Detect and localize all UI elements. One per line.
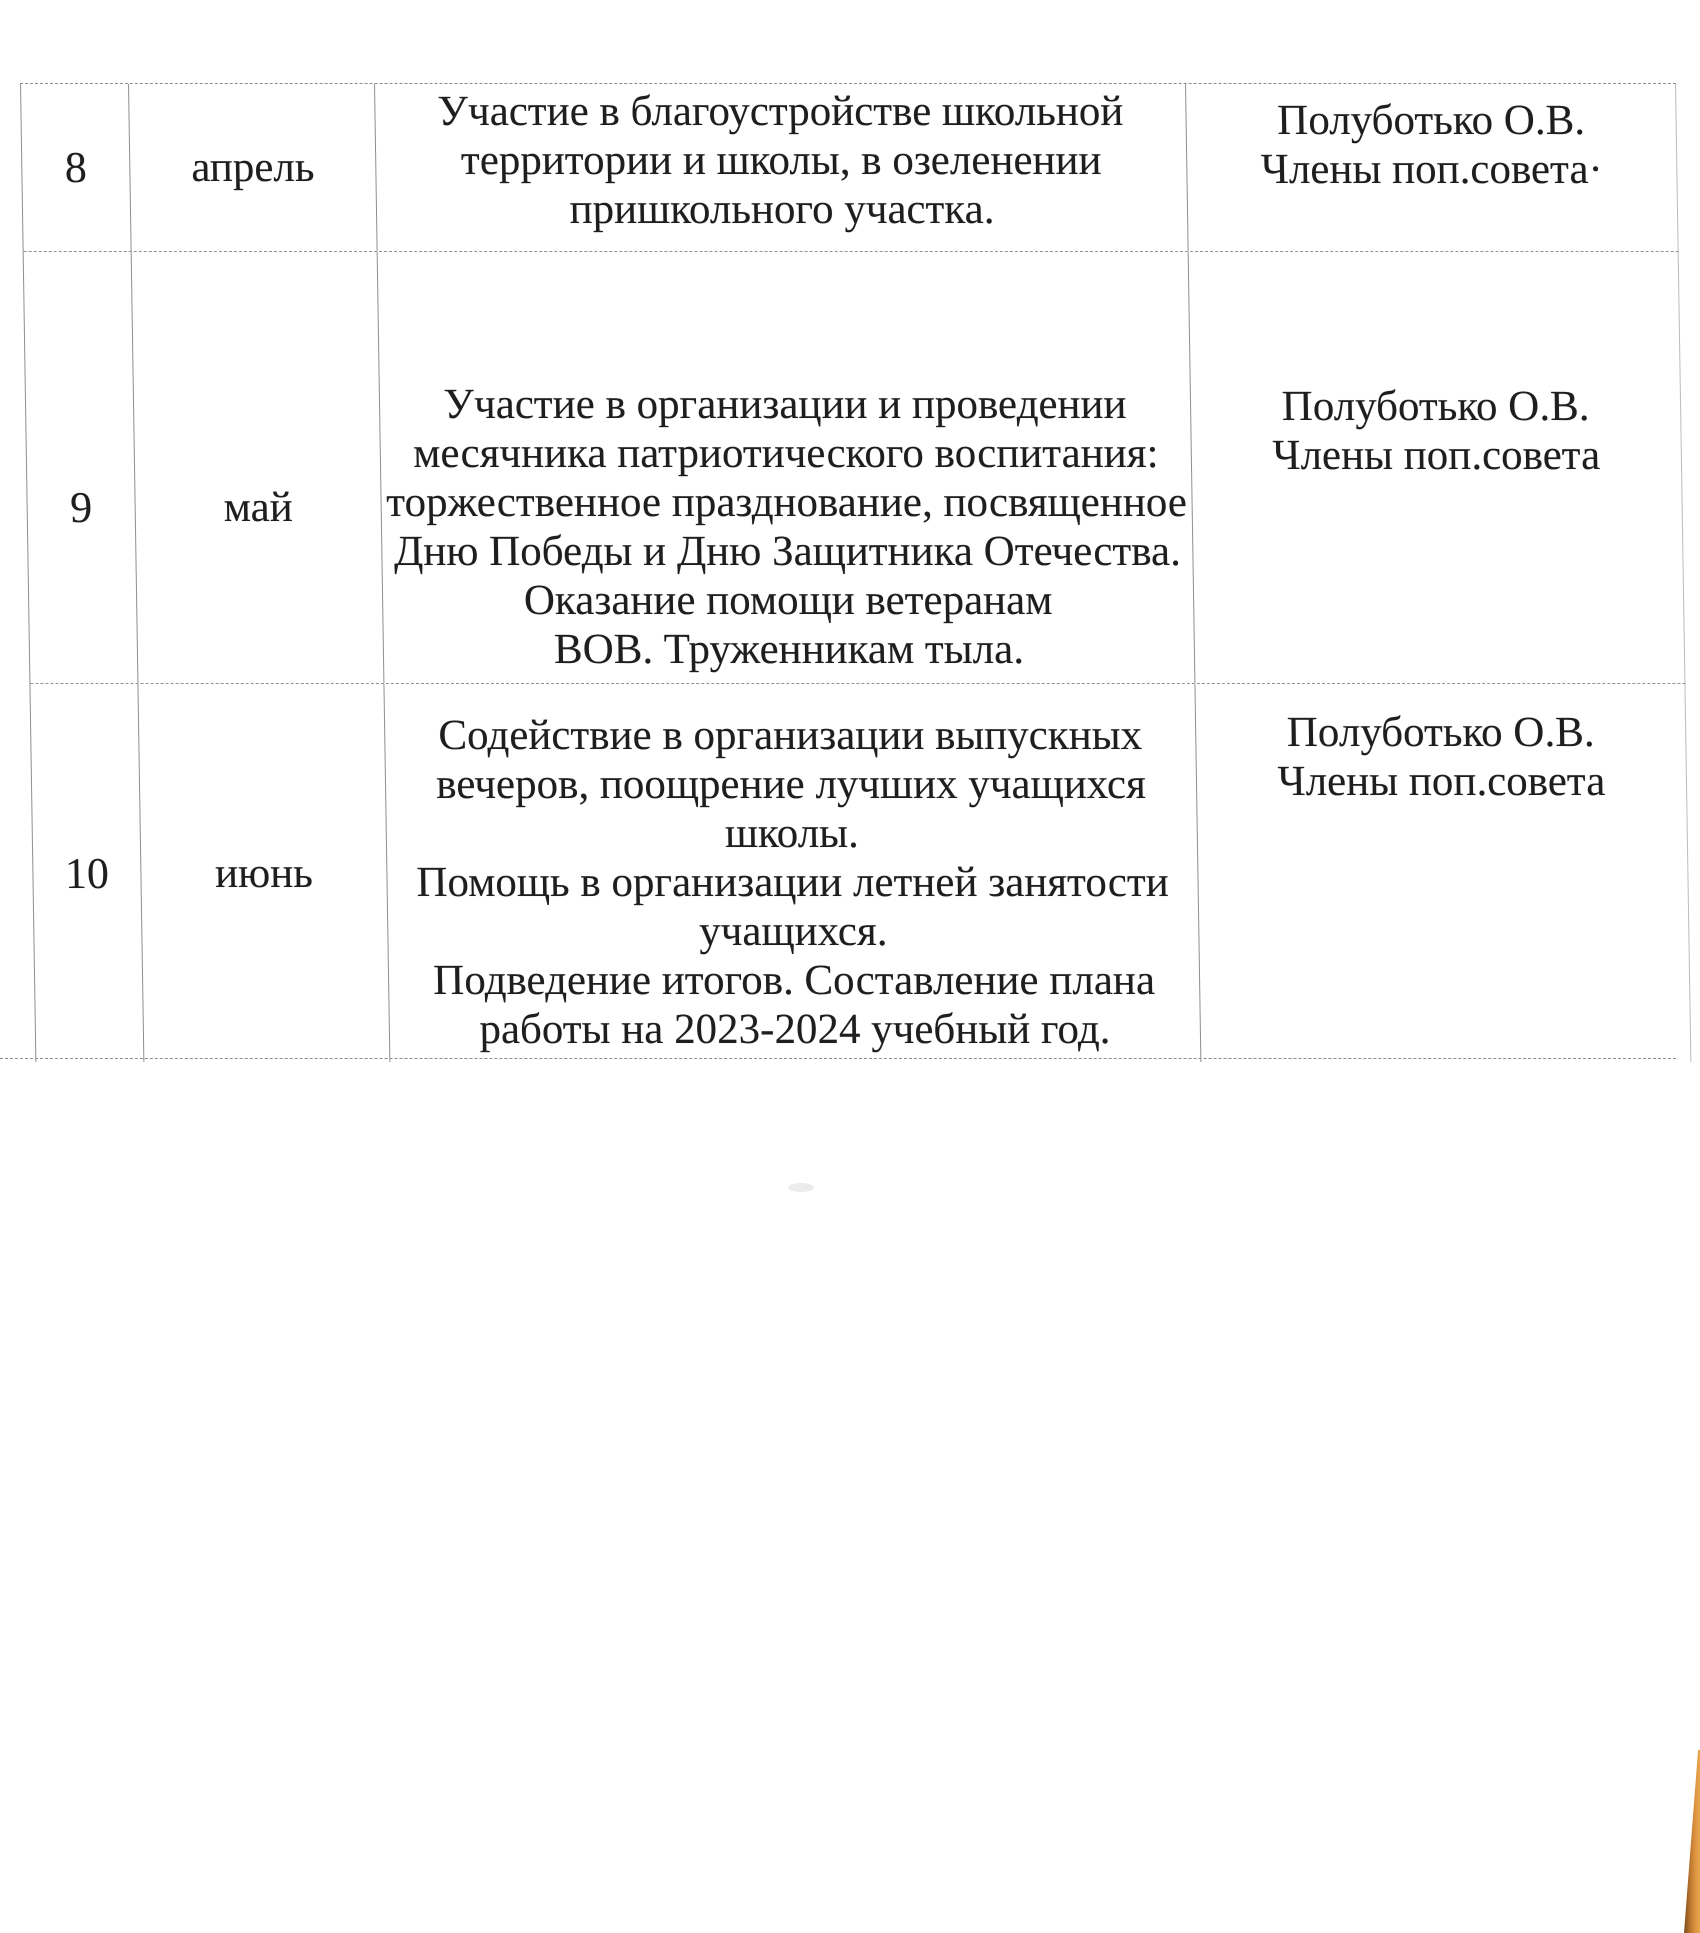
activity-cell: Участие в благоустройстве школьной территории и школы, в озеленении пришкольного участка. (375, 84, 1189, 251)
table-bottom-rule (0, 1058, 1676, 1059)
table-row (30, 684, 1691, 1062)
book-edge-artifact (1684, 1750, 1700, 1933)
month-label: апрель (190, 144, 315, 191)
activity-cell: Содействие в организации выпускных вечеров, поощрение лучших учащихся школы. Помощь в организации летней занятости учащихся. Подведение итогов. Составление плана работы на 2023-2024 учебный год. (384, 684, 1201, 1062)
responsible-cell: Полуботько О.В. Члены поп.совета (1195, 684, 1691, 1062)
paper-smudge (788, 1183, 814, 1192)
row-number-cell (30, 684, 144, 1062)
row-number-cell (21, 84, 132, 251)
month-cell (138, 684, 390, 1062)
month-label: май (223, 484, 294, 531)
row-number-cell (24, 252, 139, 683)
table-row (24, 252, 1686, 684)
month-label: июнь (214, 849, 314, 897)
row-number: 10 (64, 848, 110, 898)
schedule-table (20, 83, 1691, 1062)
month-cell (129, 84, 378, 251)
row-number: 9 (69, 483, 93, 532)
activity-cell: Участие в организации и проведении месячника патриотического воспитания: торжественное празднование, посвященное Дню Победы и Дню Защитника Отечества. Оказание помощи ветеранам ВОВ. Труженникам тыла. (378, 252, 1196, 683)
table-row (21, 84, 1679, 252)
month-cell (132, 252, 385, 683)
responsible-cell: Полуботько О.В. Члены поп.совета· (1186, 84, 1679, 251)
row-number: 8 (64, 143, 88, 192)
responsible-cell: Полуботько О.В. Члены поп.совета (1189, 252, 1686, 683)
